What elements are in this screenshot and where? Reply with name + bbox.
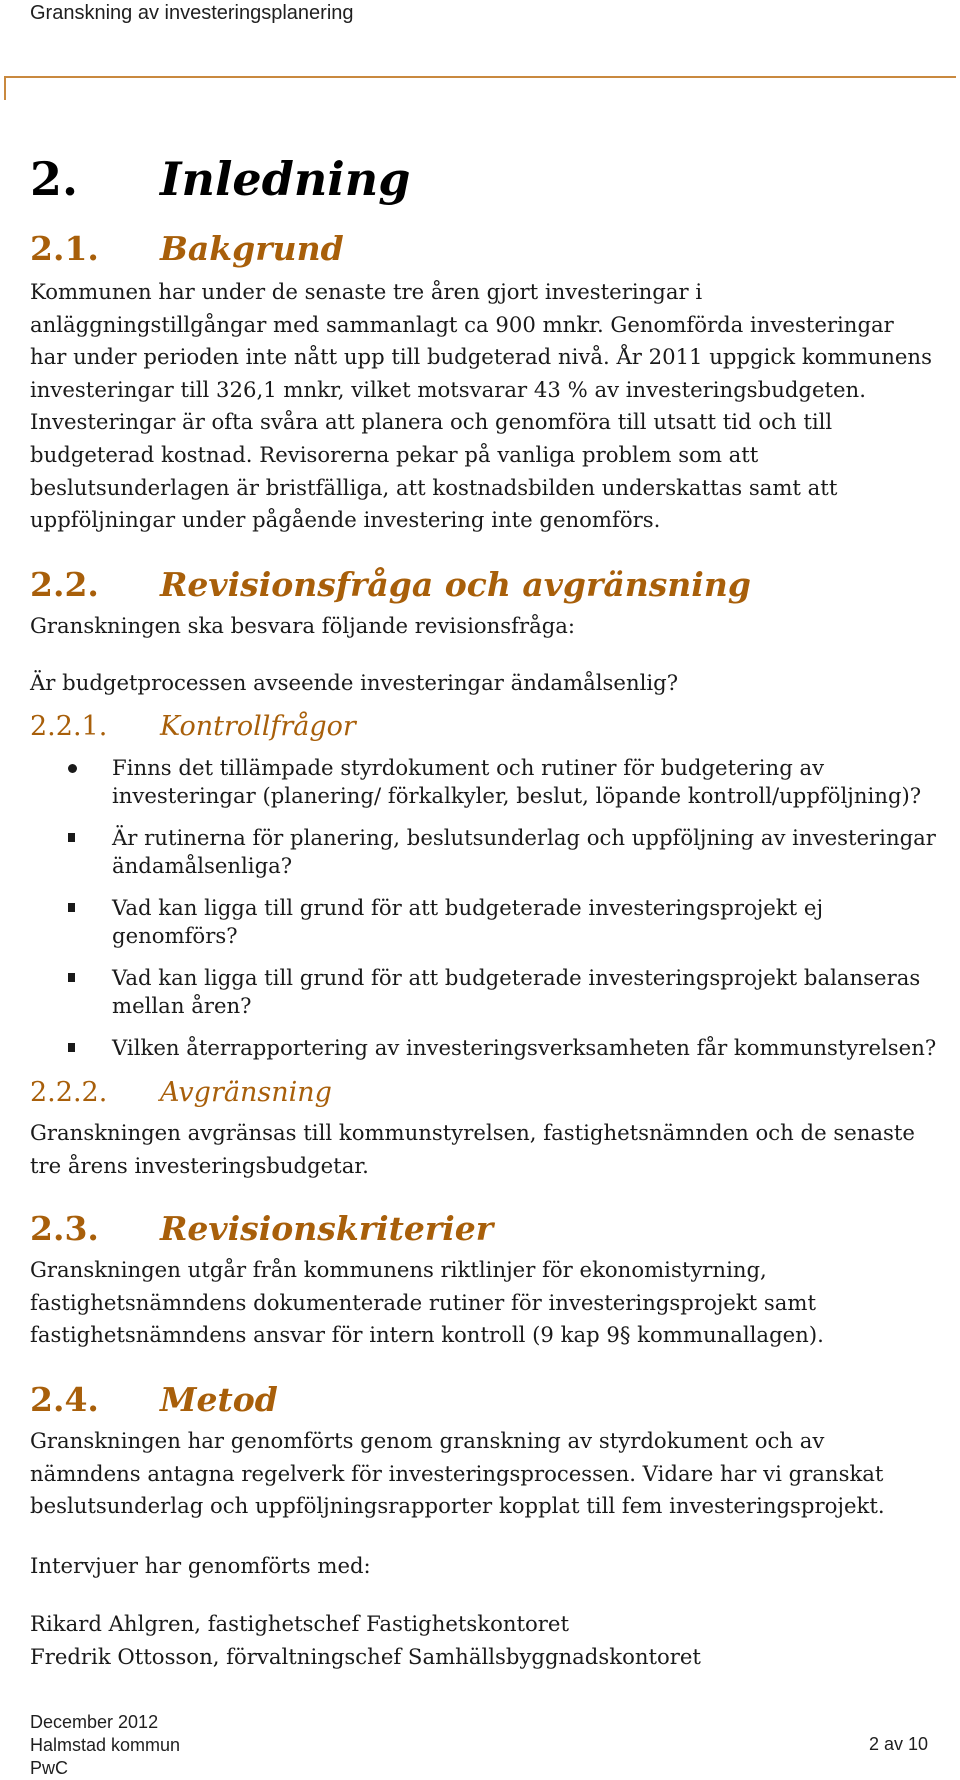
text-line: nämndens antagna regelverk för investeringsprocessen. Vidare har vi granskat — [30, 1460, 884, 1486]
text-line: Granskningen utgår från kommunens riktlinjer för ekonomistyrning, — [30, 1257, 767, 1282]
heading-text: Revisionsfråga och avgränsning — [160, 565, 751, 604]
text-line: Granskningen ska besvara följande revisionsfråga: — [30, 613, 576, 638]
list-item — [30, 754, 950, 810]
heading-number: 2.2. — [30, 565, 99, 604]
heading-revisionsfraga — [30, 565, 751, 604]
footer-firm: PwC — [30, 1758, 69, 1778]
text-line: Granskningen har genomförts genom granskning av styrdokument och av — [30, 1428, 825, 1453]
page-number: 2 av 10 — [868, 1734, 928, 1754]
heading-number: 2.2.1. — [30, 711, 108, 742]
text-line: Är budgetprocessen avseende investeringar ändamålsenlig? — [30, 670, 679, 695]
list-item — [30, 1034, 950, 1062]
section-heading — [30, 152, 410, 206]
bullet-square-icon — [68, 903, 75, 912]
page-footer — [30, 1711, 180, 1780]
paragraph-revisionsfraga-question — [30, 667, 950, 700]
text-line: tre årens investeringsbudgetar. — [30, 1152, 369, 1178]
heading-metod — [30, 1380, 278, 1419]
control-questions-list — [30, 754, 950, 1076]
text-line: ändamålsenliga? — [112, 853, 293, 878]
document-title: Granskning av investeringsplanering — [30, 2, 354, 24]
heading-text: Kontrollfrågor — [160, 711, 356, 742]
heading-kontrollfragor — [30, 711, 356, 742]
heading-text: Bakgrund — [160, 229, 344, 268]
list-item — [30, 964, 950, 1020]
text-line: beslutsunderlagen är bristfälliga, att kostnadsbilden underskattas samt att — [30, 474, 838, 500]
footer-date: December 2012 — [30, 1712, 159, 1732]
text-line: fastighetsnämndens dokumenterade rutiner för investeringsprojekt samt — [30, 1289, 817, 1315]
heading-text: Metod — [160, 1380, 278, 1419]
heading-bakgrund — [30, 229, 344, 268]
text-line: Vad kan ligga till grund för att budgeterade investeringsprojekt balanseras — [112, 965, 921, 990]
section-number: 2. — [30, 152, 79, 206]
text-line: Kommunen har under de senaste tre åren gjort investeringar i — [30, 279, 703, 304]
heading-number: 2.3. — [30, 1209, 99, 1248]
text-line: Finns det tillämpade styrdokument och rutiner för budgetering av — [112, 755, 825, 780]
paragraph-avgransning — [30, 1117, 950, 1182]
bullet-square-icon — [68, 973, 75, 982]
text-line: Är rutinerna för planering, beslutsunderlag och uppföljning av investeringar — [112, 825, 936, 850]
heading-avgransning — [30, 1077, 332, 1108]
text-line: investeringar till 326,1 mnkr, vilket motsvarar 43 % av investeringsbudgeten. — [30, 376, 866, 402]
text-line: genomförs? — [112, 923, 238, 948]
header-divider-tick — [4, 76, 6, 100]
heading-text: Avgränsning — [160, 1077, 332, 1108]
text-line: investeringar (planering/ förkalkyler, beslut, löpande kontroll/uppföljning)? — [112, 783, 922, 808]
paragraph-bakgrund — [30, 276, 950, 537]
interviewee-list — [30, 1608, 950, 1673]
text-line: Vad kan ligga till grund för att budgeterade investeringsprojekt ej — [112, 895, 824, 920]
text-line: Intervjuer har genomförts med: — [30, 1553, 371, 1578]
text-line: beslutsunderlag och uppföljningsrapporter kopplat till fem investeringsprojekt. — [30, 1493, 885, 1519]
text-line: Vilken återrapportering av investeringsverksamheten får kommunstyrelsen? — [112, 1035, 937, 1060]
section-title: Inledning — [160, 152, 411, 206]
header-divider — [4, 76, 956, 78]
paragraph-metod — [30, 1425, 950, 1523]
list-item — [30, 824, 950, 880]
paragraph-revisionsfraga-intro — [30, 610, 950, 643]
heading-number: 2.2.2. — [30, 1077, 108, 1108]
heading-text: Revisionskriterier — [160, 1209, 494, 1248]
interviewee: Fredrik Ottosson, förvaltningschef Samhällsbyggnadskontoret — [30, 1643, 701, 1669]
heading-number: 2.1. — [30, 229, 99, 268]
text-line: har under perioden inte nått upp till budgeterad nivå. År 2011 uppgick kommunens — [30, 344, 932, 370]
text-line: fastighetsnämndens ansvar för intern kontroll (9 kap 9§ kommunallagen). — [30, 1322, 824, 1348]
paragraph-revisionskriterier — [30, 1254, 950, 1352]
text-line: anläggningstillgångar med sammanlagt ca 900 mnkr. Genomförda investeringar — [30, 311, 894, 337]
text-line: mellan åren? — [112, 993, 252, 1018]
heading-revisionskriterier — [30, 1209, 493, 1248]
list-item — [30, 894, 950, 950]
paragraph-interviews-intro — [30, 1550, 950, 1583]
text-line: budgeterad kostnad. Revisorerna pekar på vanliga problem som att — [30, 441, 759, 467]
text-line: uppföljningar under pågående investering inte genomförs. — [30, 507, 661, 533]
heading-number: 2.4. — [30, 1380, 99, 1419]
bullet-square-icon — [68, 1043, 75, 1052]
text-line: Granskningen avgränsas till kommunstyrelsen, fastighetsnämnden och de senaste — [30, 1120, 915, 1145]
interviewee: Rikard Ahlgren, fastighetschef Fastighetskontoret — [30, 1611, 569, 1636]
footer-organization: Halmstad kommun — [30, 1735, 181, 1755]
text-line: Investeringar är ofta svåra att planera och genomföra till utsatt tid och till — [30, 409, 833, 435]
bullet-dot-icon — [68, 764, 77, 773]
bullet-square-icon — [68, 833, 75, 842]
